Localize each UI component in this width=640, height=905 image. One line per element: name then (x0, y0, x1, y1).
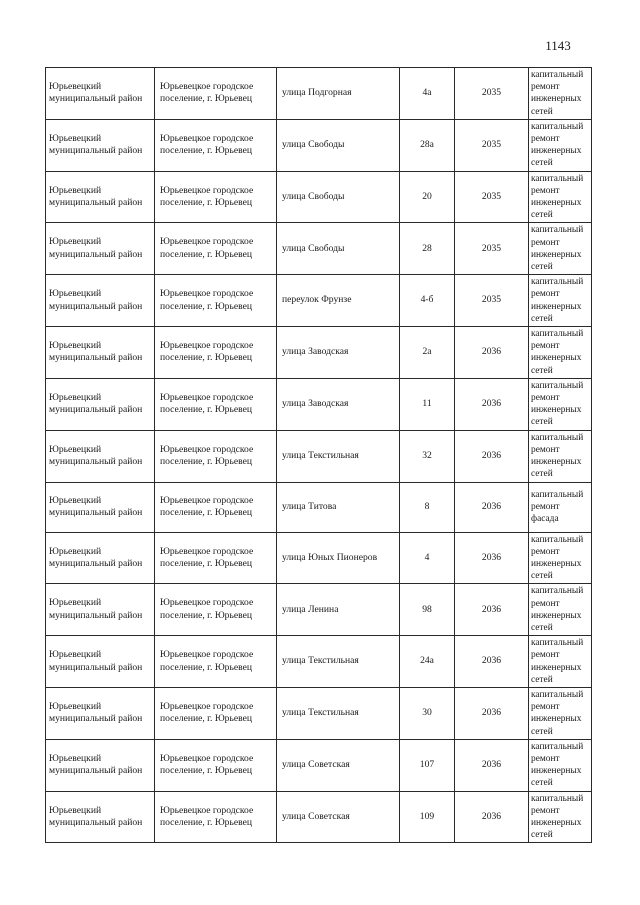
table-row (46, 687, 592, 739)
house-number-cell: 30 (400, 687, 455, 739)
year-cell: 2036 (455, 739, 529, 791)
table-row (46, 430, 592, 482)
year-cell: 2035 (455, 68, 529, 120)
house-number-cell: 107 (400, 739, 455, 791)
table-row (46, 275, 592, 327)
year-cell: 2036 (455, 584, 529, 636)
settlement-cell: Юрьевецкое городское поселение, г. Юрьевец (155, 275, 277, 327)
repair-schedule-table (45, 67, 592, 843)
street-cell: улица Ленина (277, 584, 400, 636)
year-cell: 2036 (455, 430, 529, 482)
house-number-cell: 24а (400, 636, 455, 688)
street-cell: улица Заводская (277, 327, 400, 379)
settlement-cell: Юрьевецкое городское поселение, г. Юрьевец (155, 223, 277, 275)
settlement-cell: Юрьевецкое городское поселение, г. Юрьевец (155, 119, 277, 171)
year-cell: 2036 (455, 687, 529, 739)
settlement-cell: Юрьевецкое городское поселение, г. Юрьевец (155, 171, 277, 223)
house-number-cell: 2а (400, 327, 455, 379)
work-type-cell: капитальный ремонт инженерных сетей (529, 687, 592, 739)
year-cell: 2036 (455, 378, 529, 430)
settlement-cell: Юрьевецкое городское поселение, г. Юрьевец (155, 378, 277, 430)
work-type-cell: капитальный ремонт инженерных сетей (529, 739, 592, 791)
house-number-cell: 8 (400, 482, 455, 532)
house-number-cell: 109 (400, 791, 455, 843)
street-cell: улица Титова (277, 482, 400, 532)
district-cell: Юрьевецкий муниципальный район (46, 275, 155, 327)
settlement-cell: Юрьевецкое городское поселение, г. Юрьевец (155, 687, 277, 739)
table-row (46, 532, 592, 584)
table-row (46, 378, 592, 430)
table-body (46, 68, 592, 843)
street-cell: улица Советская (277, 739, 400, 791)
house-number-cell: 4а (400, 68, 455, 120)
table-row (46, 584, 592, 636)
district-cell: Юрьевецкий муниципальный район (46, 119, 155, 171)
year-cell: 2035 (455, 223, 529, 275)
district-cell: Юрьевецкий муниципальный район (46, 171, 155, 223)
district-cell: Юрьевецкий муниципальный район (46, 327, 155, 379)
work-type-cell: капитальный ремонт инженерных сетей (529, 532, 592, 584)
house-number-cell: 4 (400, 532, 455, 584)
settlement-cell: Юрьевецкое городское поселение, г. Юрьевец (155, 739, 277, 791)
work-type-cell: капитальный ремонт инженерных сетей (529, 119, 592, 171)
work-type-cell: капитальный ремонт инженерных сетей (529, 584, 592, 636)
year-cell: 2035 (455, 275, 529, 327)
house-number-cell: 20 (400, 171, 455, 223)
district-cell: Юрьевецкий муниципальный район (46, 687, 155, 739)
street-cell: улица Свободы (277, 171, 400, 223)
year-cell: 2035 (455, 171, 529, 223)
year-cell: 2035 (455, 119, 529, 171)
year-cell: 2036 (455, 482, 529, 532)
house-number-cell: 28а (400, 119, 455, 171)
settlement-cell: Юрьевецкое городское поселение, г. Юрьевец (155, 482, 277, 532)
district-cell: Юрьевецкий муниципальный район (46, 584, 155, 636)
street-cell: переулок Фрунзе (277, 275, 400, 327)
settlement-cell: Юрьевецкое городское поселение, г. Юрьевец (155, 327, 277, 379)
settlement-cell: Юрьевецкое городское поселение, г. Юрьевец (155, 791, 277, 843)
house-number-cell: 11 (400, 378, 455, 430)
table-row (46, 327, 592, 379)
house-number-cell: 32 (400, 430, 455, 482)
work-type-cell: капитальный ремонт инженерных сетей (529, 378, 592, 430)
district-cell: Юрьевецкий муниципальный район (46, 482, 155, 532)
work-type-cell: капитальный ремонт инженерных сетей (529, 171, 592, 223)
district-cell: Юрьевецкий муниципальный район (46, 68, 155, 120)
street-cell: улица Юных Пионеров (277, 532, 400, 584)
house-number-cell: 98 (400, 584, 455, 636)
page-number: 1143 (545, 38, 571, 53)
table-row (46, 791, 592, 843)
work-type-cell: капитальный ремонт инженерных сетей (529, 223, 592, 275)
year-cell: 2036 (455, 791, 529, 843)
settlement-cell: Юрьевецкое городское поселение, г. Юрьевец (155, 636, 277, 688)
table-row (46, 119, 592, 171)
table-row (46, 482, 592, 532)
street-cell: улица Подгорная (277, 68, 400, 120)
street-cell: улица Свободы (277, 119, 400, 171)
year-cell: 2036 (455, 636, 529, 688)
street-cell: улица Заводская (277, 378, 400, 430)
district-cell: Юрьевецкий муниципальный район (46, 430, 155, 482)
year-cell: 2036 (455, 327, 529, 379)
table-row (46, 223, 592, 275)
year-cell: 2036 (455, 532, 529, 584)
street-cell: улица Советская (277, 791, 400, 843)
district-cell: Юрьевецкий муниципальный район (46, 739, 155, 791)
work-type-cell: капитальный ремонт инженерных сетей (529, 791, 592, 843)
work-type-cell: капитальный ремонт инженерных сетей (529, 327, 592, 379)
district-cell: Юрьевецкий муниципальный район (46, 532, 155, 584)
street-cell: улица Текстильная (277, 636, 400, 688)
work-type-cell: капитальный ремонт инженерных сетей (529, 636, 592, 688)
settlement-cell: Юрьевецкое городское поселение, г. Юрьевец (155, 68, 277, 120)
street-cell: улица Текстильная (277, 687, 400, 739)
table-row (46, 636, 592, 688)
district-cell: Юрьевецкий муниципальный район (46, 636, 155, 688)
table-row (46, 171, 592, 223)
settlement-cell: Юрьевецкое городское поселение, г. Юрьевец (155, 584, 277, 636)
district-cell: Юрьевецкий муниципальный район (46, 378, 155, 430)
street-cell: улица Свободы (277, 223, 400, 275)
work-type-cell: капитальный ремонт фасада (529, 482, 592, 532)
district-cell: Юрьевецкий муниципальный район (46, 791, 155, 843)
house-number-cell: 28 (400, 223, 455, 275)
settlement-cell: Юрьевецкое городское поселение, г. Юрьевец (155, 430, 277, 482)
table-row (46, 739, 592, 791)
table-row (46, 68, 592, 120)
work-type-cell: капитальный ремонт инженерных сетей (529, 275, 592, 327)
district-cell: Юрьевецкий муниципальный район (46, 223, 155, 275)
street-cell: улица Текстильная (277, 430, 400, 482)
work-type-cell: капитальный ремонт инженерных сетей (529, 68, 592, 120)
house-number-cell: 4-б (400, 275, 455, 327)
work-type-cell: капитальный ремонт инженерных сетей (529, 430, 592, 482)
settlement-cell: Юрьевецкое городское поселение, г. Юрьевец (155, 532, 277, 584)
